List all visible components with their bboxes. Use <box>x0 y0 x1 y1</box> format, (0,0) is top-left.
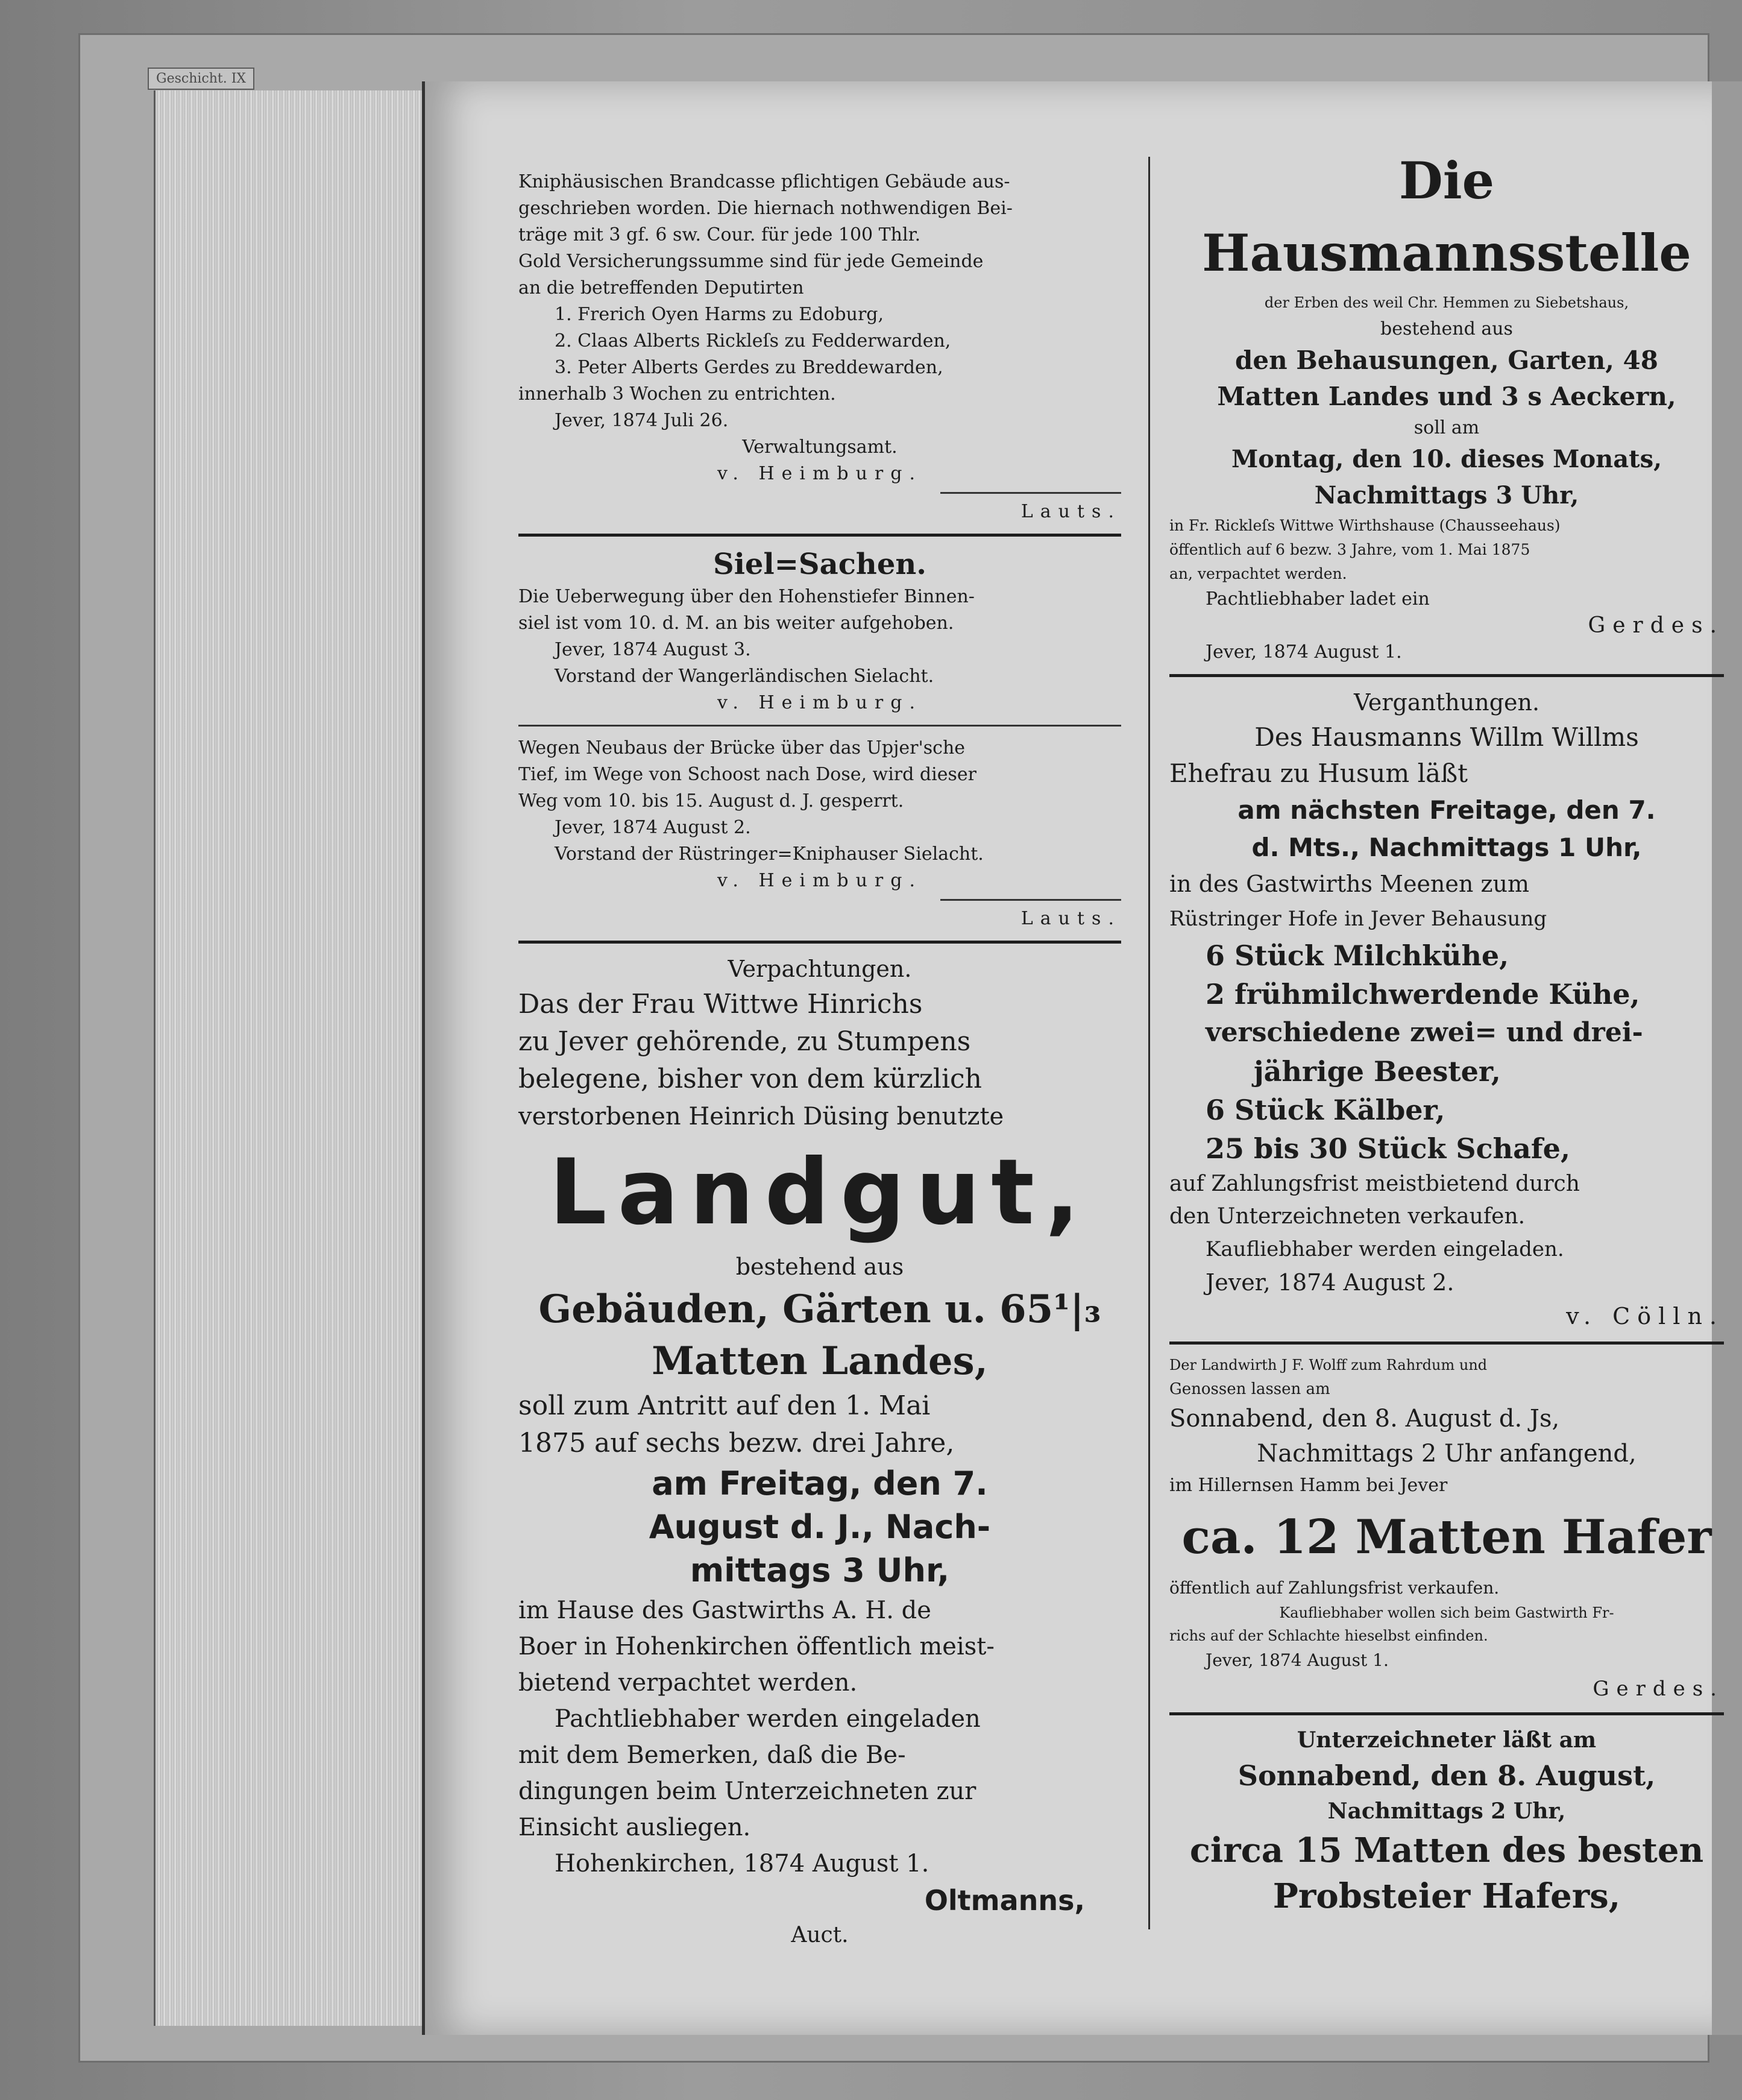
signature: Oltmanns, <box>924 1884 1085 1917</box>
text-line: bestehend aus <box>1380 318 1513 339</box>
text-line: bietend verpachtet werden. <box>518 1669 858 1697</box>
section-title: Verpachtungen. <box>728 956 912 982</box>
board-name: Vorstand der Wangerländischen Sielacht. <box>555 666 934 687</box>
text-line: an, verpachtet werden. <box>1169 565 1347 582</box>
headline-landgut: Landgut, <box>549 1140 1090 1245</box>
text-line: im Hillernsen Hamm bei Jever <box>1169 1475 1448 1496</box>
text-line: Der Landwirth J F. Wolff zum Rahrdum und <box>1169 1357 1488 1373</box>
right-column <box>1169 145 1724 1919</box>
office-name: Verwaltungsamt. <box>742 437 898 458</box>
text-line: dingungen beim Unterzeichneten zur <box>518 1777 976 1805</box>
text-line: Pachtliebhaber werden eingeladen <box>555 1705 981 1733</box>
section-rule <box>518 725 1121 727</box>
date-line: Montag, den 10. dieses Monats, <box>1231 445 1662 473</box>
text-line: soll am <box>1413 417 1480 438</box>
place-date: Jever, 1874 Juli 26. <box>555 410 729 431</box>
text-line: öffentlich auf 6 bezw. 3 Jahre, vom 1. Mai 1875 <box>1169 541 1530 558</box>
deputy-item: 1. Frerich Oyen Harms zu Edoburg, <box>555 304 884 325</box>
headline-hafer: ca. 12 Matten Hafer <box>1181 1510 1712 1565</box>
section-rule <box>1169 674 1724 677</box>
text-line: soll zum Antritt auf den 1. Mai <box>518 1390 931 1421</box>
text-line: öffentlich auf Zahlungsfrist verkaufen. <box>1169 1578 1500 1598</box>
date-line: Sonnabend, den 8. August d. Js, <box>1169 1405 1560 1433</box>
date-line: am Freitag, den 7. <box>652 1465 988 1502</box>
page-edges <box>154 90 433 2026</box>
signature: v. Cölln. <box>1566 1303 1724 1329</box>
board-name: Vorstand der Rüstringer=Kniphauser Sielacht. <box>555 843 984 865</box>
headline-buildings: Gebäuden, Gärten u. 65¹|₃ <box>538 1287 1101 1332</box>
text-line: verstorbenen Heinrich Düsing benutzte <box>518 1103 1004 1130</box>
goods-item: 2 frühmilchwerdende Kühe, <box>1206 978 1640 1011</box>
goods-item: verschiedene zwei= und drei- <box>1206 1017 1643 1048</box>
place-date: Jever, 1874 August 2. <box>1206 1269 1454 1296</box>
text-line: geschrieben worden. Die hiernach nothwendigen Bei- <box>518 198 1013 219</box>
place-date: Jever, 1874 August 2. <box>555 817 751 838</box>
headline-line: Probsteier Hafers, <box>1272 1876 1621 1916</box>
goods-item: jährige Beester, <box>1254 1055 1501 1088</box>
date-line: Nachmittags 3 Uhr, <box>1314 481 1579 509</box>
deputy-item: 2. Claas Alberts Rickleſs zu Fedderwarden, <box>555 330 951 352</box>
text-line: Einsicht ausliegen. <box>518 1814 751 1841</box>
text-line: Gold Versicherungssumme sind für jede Gemeinde <box>518 251 984 272</box>
text-line: in Fr. Rickleſs Wittwe Wirthshause (Chausseehaus) <box>1169 517 1561 534</box>
date-line: August d. J., Nach- <box>649 1508 991 1546</box>
text-line: der Erben des weil Chr. Hemmen zu Siebetshaus, <box>1264 294 1629 311</box>
goods-item: 25 bis 30 Stück Schafe, <box>1206 1132 1570 1165</box>
signature: v. Heimburg. <box>717 692 923 713</box>
text-line: mit dem Bemerken, daß die Be- <box>518 1741 906 1769</box>
text-line: Kniphäusischen Brandcasse pflichtigen Gebäude aus- <box>518 171 1010 192</box>
signature: Lauts. <box>1020 908 1121 929</box>
text-line: Rüstringer Hofe in Jever Behausung <box>1169 907 1547 931</box>
text-line: siel ist vom 10. d. M. an bis weiter aufgehoben. <box>518 613 954 634</box>
date-line: Nachmittags 2 Uhr, <box>1327 1799 1566 1824</box>
notice-bridge <box>518 735 1121 932</box>
notice-lease <box>518 952 1121 1952</box>
text-line: Ehefrau zu Husum läßt <box>1169 758 1468 788</box>
section-rule <box>1169 1342 1724 1345</box>
section-title: Verganthungen. <box>1353 689 1540 716</box>
text-line: zu Jever gehörende, zu Stumpens <box>518 1026 971 1057</box>
headline-line: circa 15 Matten des besten <box>1189 1830 1704 1870</box>
text-line: Wegen Neubaus der Brücke über das Upjer'sche <box>518 737 966 758</box>
text-line: Kaufliebhaber wollen sich beim Gastwirth Fr- <box>1279 1604 1614 1621</box>
place-date: Jever, 1874 August 1. <box>1206 1650 1389 1670</box>
notice-hausmannsstelle <box>1169 145 1724 666</box>
goods-item: 6 Stück Kälber, <box>1206 1094 1445 1126</box>
text-line: Genossen lassen am <box>1169 1380 1330 1398</box>
signature: Lauts. <box>1020 501 1121 522</box>
date-line: am nächsten Freitage, den 7. <box>1237 795 1656 825</box>
text-line: richs auf der Schlachte hieselbst einfinden. <box>1169 1627 1488 1644</box>
notice-auction-cattle <box>1169 686 1724 1333</box>
goods-item: 6 Stück Milchkühe, <box>1206 939 1509 972</box>
text-line: bestehend aus <box>735 1253 904 1280</box>
text-line: Unterzeichneter läßt am <box>1297 1727 1597 1753</box>
place-date: Jever, 1874 August 1. <box>1206 642 1402 663</box>
text-line: Matten Landes und 3 s Aeckern, <box>1217 382 1676 411</box>
section-rule <box>518 941 1121 944</box>
text-line: Weg vom 10. bis 15. August d. J. gesperrt. <box>518 790 904 812</box>
notice-brandcasse <box>518 169 1121 525</box>
text-line: Das der Frau Wittwe Hinrichs <box>518 989 923 1020</box>
section-rule <box>518 534 1121 537</box>
text-line: auf Zahlungsfrist meistbietend durch <box>1169 1171 1580 1196</box>
text-line: Tief, im Wege von Schoost nach Dose, wird dieser <box>518 764 976 785</box>
text-line: Boer in Hohenkirchen öffentlich meist- <box>518 1633 995 1660</box>
date-line: Nachmittags 2 Uhr anfangend, <box>1257 1440 1637 1468</box>
text-line: belegene, bisher von dem kürzlich <box>518 1064 983 1094</box>
notice-auction-oats <box>1169 1353 1724 1704</box>
date-line: d. Mts., Nachmittags 1 Uhr, <box>1251 833 1642 862</box>
date-line: Sonnabend, den 8. August, <box>1237 1759 1656 1792</box>
deputy-item: 3. Peter Alberts Gerdes zu Breddewarden, <box>555 357 943 378</box>
signature: v. Heimburg. <box>717 870 923 891</box>
section-title: Siel=Sachen. <box>713 547 926 581</box>
volume-label: Geschicht. IX <box>148 68 254 90</box>
date-line: mittags 3 Uhr, <box>690 1551 950 1589</box>
signature: Gerdes. <box>1588 613 1724 638</box>
text-line: Die Ueberwegung über den Hohenstiefer Binnen- <box>518 586 975 607</box>
text-line: den Behausungen, Garten, 48 <box>1235 345 1658 375</box>
text-line: in des Gastwirths Meenen zum <box>1169 871 1529 897</box>
place-date: Hohenkirchen, 1874 August 1. <box>555 1850 929 1878</box>
section-rule <box>1169 1712 1724 1715</box>
text-line: Des Hausmanns Willm Willms <box>1254 722 1639 752</box>
signature-rule <box>940 899 1121 901</box>
signature: Gerdes. <box>1593 1677 1724 1701</box>
signature: v. Heimburg. <box>717 463 923 484</box>
place-date: Jever, 1874 August 3. <box>555 639 751 660</box>
text-line: Pachtliebhaber ladet ein <box>1206 588 1430 610</box>
text-line: Kaufliebhaber werden eingeladen. <box>1206 1237 1564 1261</box>
left-column <box>518 169 1121 1952</box>
text-line: innerhalb 3 Wochen zu entrichten. <box>518 383 836 405</box>
notice-siel <box>518 545 1121 716</box>
notice-auction-oats-2 <box>1169 1724 1724 1919</box>
text-line: an die betreffenden Deputirten <box>518 277 804 298</box>
headline-hausmannsstelle: Die Hausmannsstelle <box>1202 151 1691 283</box>
text-line: im Hause des Gastwirths A. H. de <box>518 1597 931 1624</box>
text-line: den Unterzeichneten verkaufen. <box>1169 1204 1526 1229</box>
headline-land: Matten Landes, <box>652 1339 988 1384</box>
column-separator <box>1148 157 1150 1929</box>
signature-rule <box>940 492 1121 494</box>
signer-role: Auct. <box>791 1923 849 1947</box>
text-line: träge mit 3 gf. 6 sw. Cour. für jede 100 Thlr. <box>518 224 921 245</box>
text-line: 1875 auf sechs bezw. drei Jahre, <box>518 1428 955 1458</box>
